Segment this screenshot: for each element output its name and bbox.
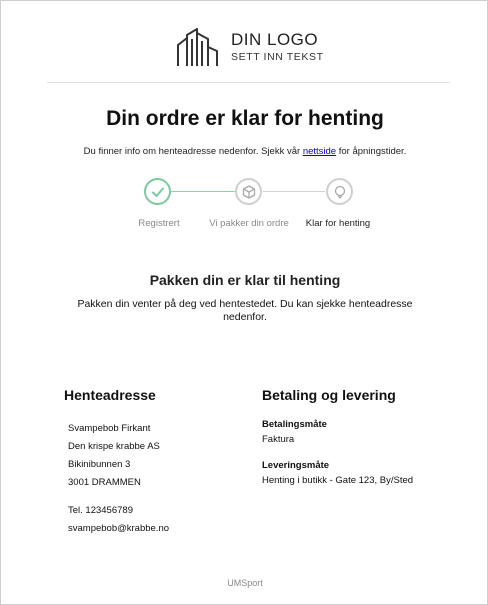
package-text: Pakken din venter på deg ved hentestedet. Du kan sjekke henteadresse nedenfor. <box>77 298 413 323</box>
footer-brand: UMSport <box>227 578 263 588</box>
logo-title: DIN LOGO <box>231 30 319 50</box>
step-label-ready: Klar for henting <box>305 218 371 229</box>
progress-line-done <box>171 191 235 192</box>
progress-line-pending <box>263 191 325 192</box>
step-packing <box>235 178 262 205</box>
address-spacer <box>68 492 244 502</box>
page-title: Din ordre er klar for henting <box>106 107 384 130</box>
location-pin-icon <box>333 185 347 199</box>
logo-text <box>231 31 324 63</box>
pickup-city: 3001 DRAMMEN <box>68 477 141 488</box>
step-label-registered: Registrert <box>138 218 180 229</box>
delivery-method-label: Leveringsmåte <box>262 460 330 471</box>
intro-before: Du finner info om henteadresse nedenfor. Sjekk vår <box>83 146 303 157</box>
pickup-address-section <box>64 387 244 538</box>
payment-method-value: Faktura <box>262 434 295 445</box>
payment-delivery-section <box>262 387 462 486</box>
delivery-method-value: Henting i butikk - Gate 123, By/Sted <box>262 475 414 486</box>
package-title: Pakken din er klar til henting <box>149 272 341 288</box>
payment-method-label: Betalingsmåte <box>262 419 327 430</box>
intro-after: for åpningstider. <box>336 146 407 157</box>
pickup-address-block <box>68 420 244 538</box>
pickup-address-title: Henteadresse <box>64 387 156 403</box>
logo <box>177 27 324 67</box>
order-progress <box>1 177 488 247</box>
check-icon <box>151 185 165 199</box>
pickup-name: Svampebob Firkant <box>68 423 151 434</box>
pickup-phone: Tel. 123456789 <box>68 505 133 516</box>
buildings-icon <box>177 27 219 67</box>
package-icon <box>242 185 256 199</box>
step-registered <box>144 178 171 205</box>
pickup-company: Den krispe krabbe AS <box>68 441 160 452</box>
step-label-packing: Vi pakker din ordre <box>209 218 289 229</box>
pickup-street: Bikinibunnen 3 <box>68 459 131 470</box>
pickup-email: svampebob@krabbe.no <box>68 523 170 534</box>
header-divider <box>47 82 450 83</box>
website-link[interactable]: nettside <box>302 146 337 157</box>
intro-text <box>1 146 488 157</box>
payment-delivery-title: Betaling og levering <box>262 387 396 403</box>
step-ready <box>326 178 353 205</box>
logo-subtitle: SETT INN TEKST <box>231 51 324 64</box>
